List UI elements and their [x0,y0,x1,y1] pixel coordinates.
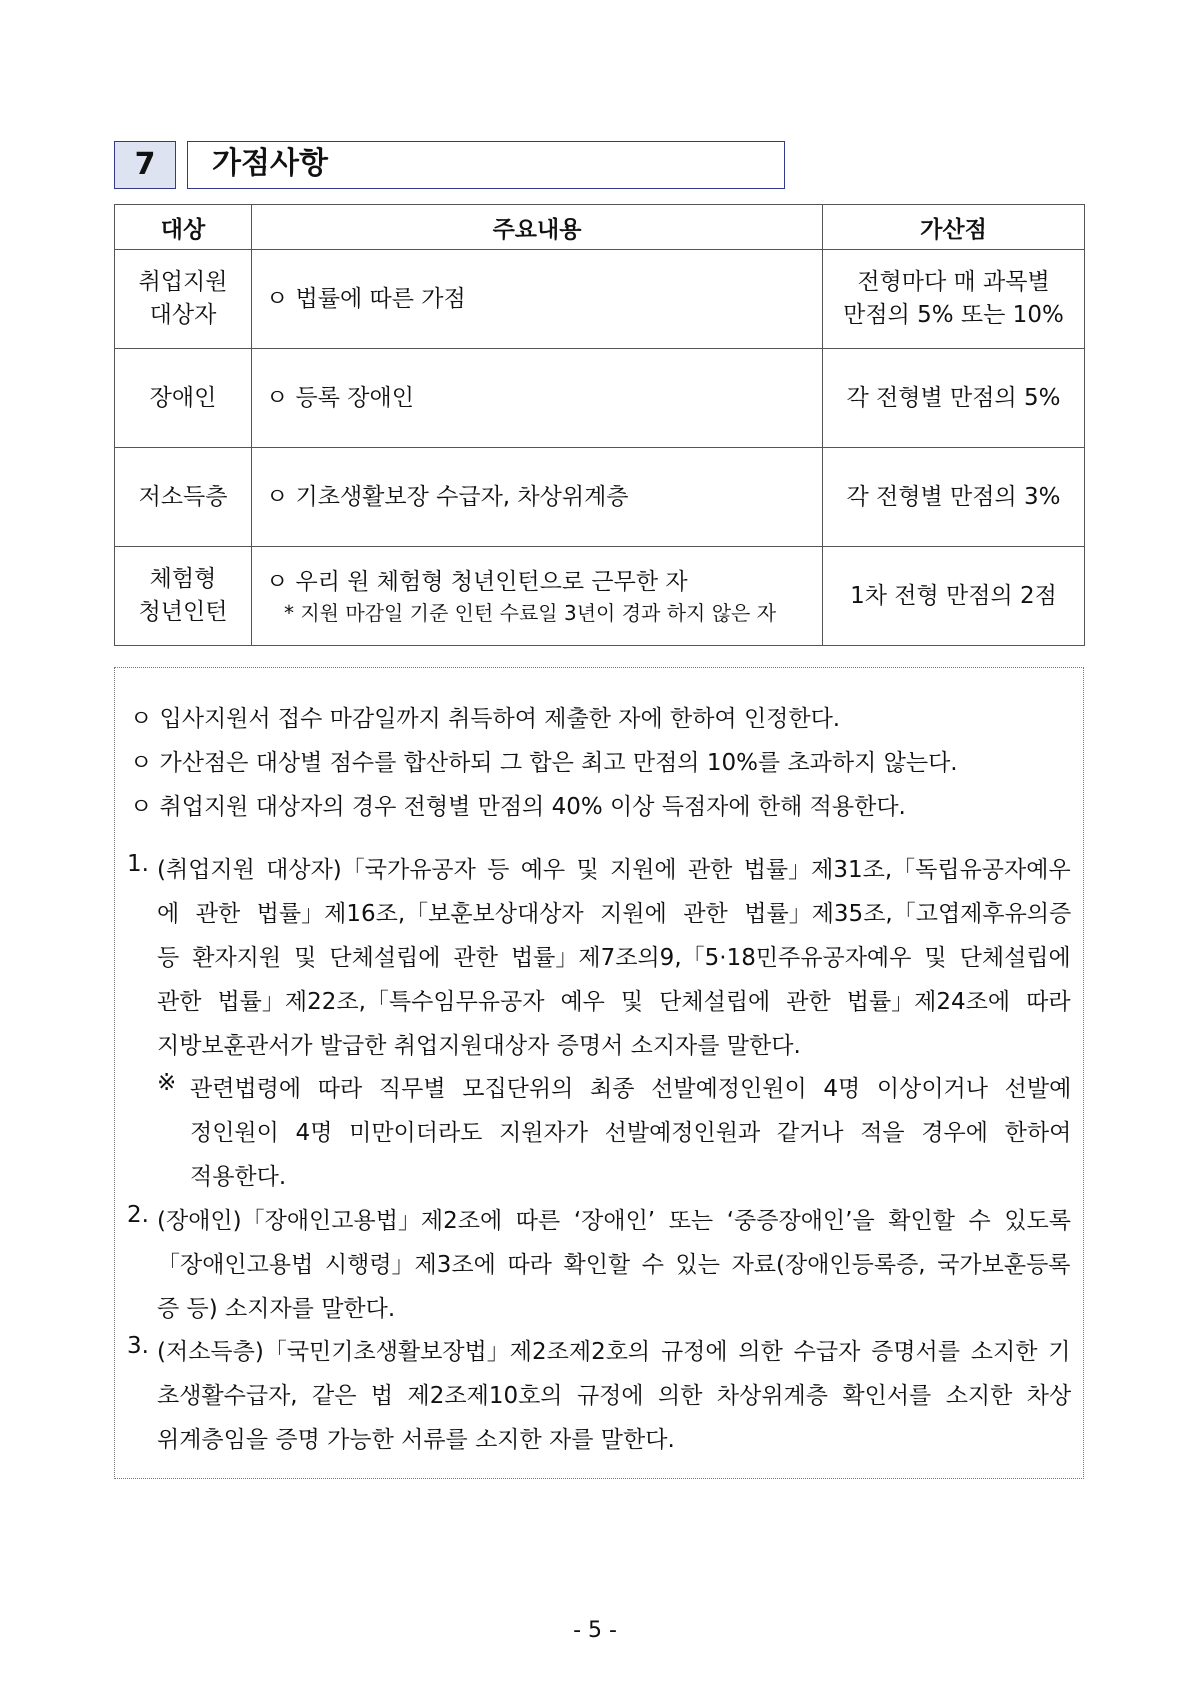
item-line: 지방보훈관서가 발급한 취업지원대상자 증명서 소지자를 말한다. [157,1033,801,1059]
item-note-line: 적용한다. [190,1164,287,1190]
item-note-line: 정인원이 4명 미만이더라도 지원자가 선발예정인원과 같거나 적을 경우에 한하여 [190,1120,1072,1146]
table-row [115,547,1085,646]
row-content: ㅇ 기초생활보장 수급자, 차상위계층 [252,448,823,547]
note-bullet: ㅇ 가산점은 대상별 점수를 합산하되 그 합은 최고 만점의 10%를 초과하지 않는다. [130,750,958,776]
item-note-line: 관련법령에 따라 직무별 모집단위의 최종 선발예정인원이 4명 이상이거나 선발예 [190,1076,1072,1102]
item-line: (저소득층)「국민기초생활보장법」제2조제2호의 규정에 의한 수급자 증명서를 소지한 기 [157,1339,1071,1365]
note-bullet: ㅇ 입사지원서 접수 마감일까지 취득하여 제출한 자에 한하여 인정한다. [130,706,841,732]
row-points: 각 전형별 만점의 5% [823,349,1085,448]
item-number: 1. [127,851,149,877]
item-line: (취업지원 대상자)「국가유공자 등 예우 및 지원에 관한 법률」제31조,「독립유공자예우 [157,857,1071,883]
item-note-mark: ※ [157,1070,177,1096]
row-subnote: * 지원 마감일 기준 인턴 수료일 3년이 경과 하지 않은 자 [284,600,777,625]
header-content: 주요내용 [252,205,823,250]
row-target: 취업지원 대상자 [115,250,252,349]
table-header-row [115,205,1085,250]
bonus-points-table [114,204,1085,646]
row-content: ㅇ 법률에 따른 가점 [252,250,823,349]
header-points: 가산점 [823,205,1085,250]
table-row [115,448,1085,547]
row-points: 1차 전형 만점의 2점 [823,547,1085,646]
row-target: 장애인 [115,349,252,448]
item-line: 에 관한 법률」제16조,「보훈보상대상자 지원에 관한 법률」제35조,「고엽제후유의증 [157,901,1072,927]
item-line: 초생활수급자, 같은 법 제2조제10호의 규정에 의한 차상위계층 확인서를 소지한 차상 [157,1383,1072,1409]
row-points: 각 전형별 만점의 3% [823,448,1085,547]
row-content: ㅇ 등록 장애인 [252,349,823,448]
page-number: - 5 - [573,1618,617,1643]
item-line: 등 환자지원 및 단체설립에 관한 법률」제7조의9,「5·18민주유공자예우 및 단체설립에 [157,945,1071,971]
note-bullet: ㅇ 취업지원 대상자의 경우 전형별 만점의 40% 이상 득점자에 한해 적용한다. [130,794,906,820]
item-line: 증 등) 소지자를 말한다. [157,1296,396,1322]
section-header [114,141,784,191]
row-points: 전형마다 매 과목별 만점의 5% 또는 10% [823,250,1085,349]
table-row [115,250,1085,349]
row-content: ㅇ 우리 원 체험형 청년인턴으로 근무한 자 * 지원 마감일 기준 인턴 수료일 3년이 경과 하지 않은 자 [252,547,823,646]
item-line: 「장애인고용법 시행령」제3조에 따라 확인할 수 있는 자료(장애인등록증, 국가보훈등록 [157,1252,1071,1278]
row-target: 저소득층 [115,448,252,547]
item-line: (장애인)「장애인고용법」제2조에 따른 ‘장애인’ 또는 ‘중증장애인’을 확인할 수 있도록 [157,1208,1071,1234]
section-number: 7 [114,141,176,189]
notes-box [114,667,1084,1479]
item-line: 관한 법률」제22조,「특수임무유공자 예우 및 단체설립에 관한 법률」제24조에 따라 [157,989,1071,1015]
item-number: 3. [127,1333,149,1359]
header-target: 대상 [115,205,252,250]
row-target: 체험형 청년인턴 [115,547,252,646]
table-row [115,349,1085,448]
section-title: 가점사항 [187,141,785,189]
item-line: 위계층임을 증명 가능한 서류를 소지한 자를 말한다. [157,1427,675,1453]
item-number: 2. [127,1202,149,1228]
